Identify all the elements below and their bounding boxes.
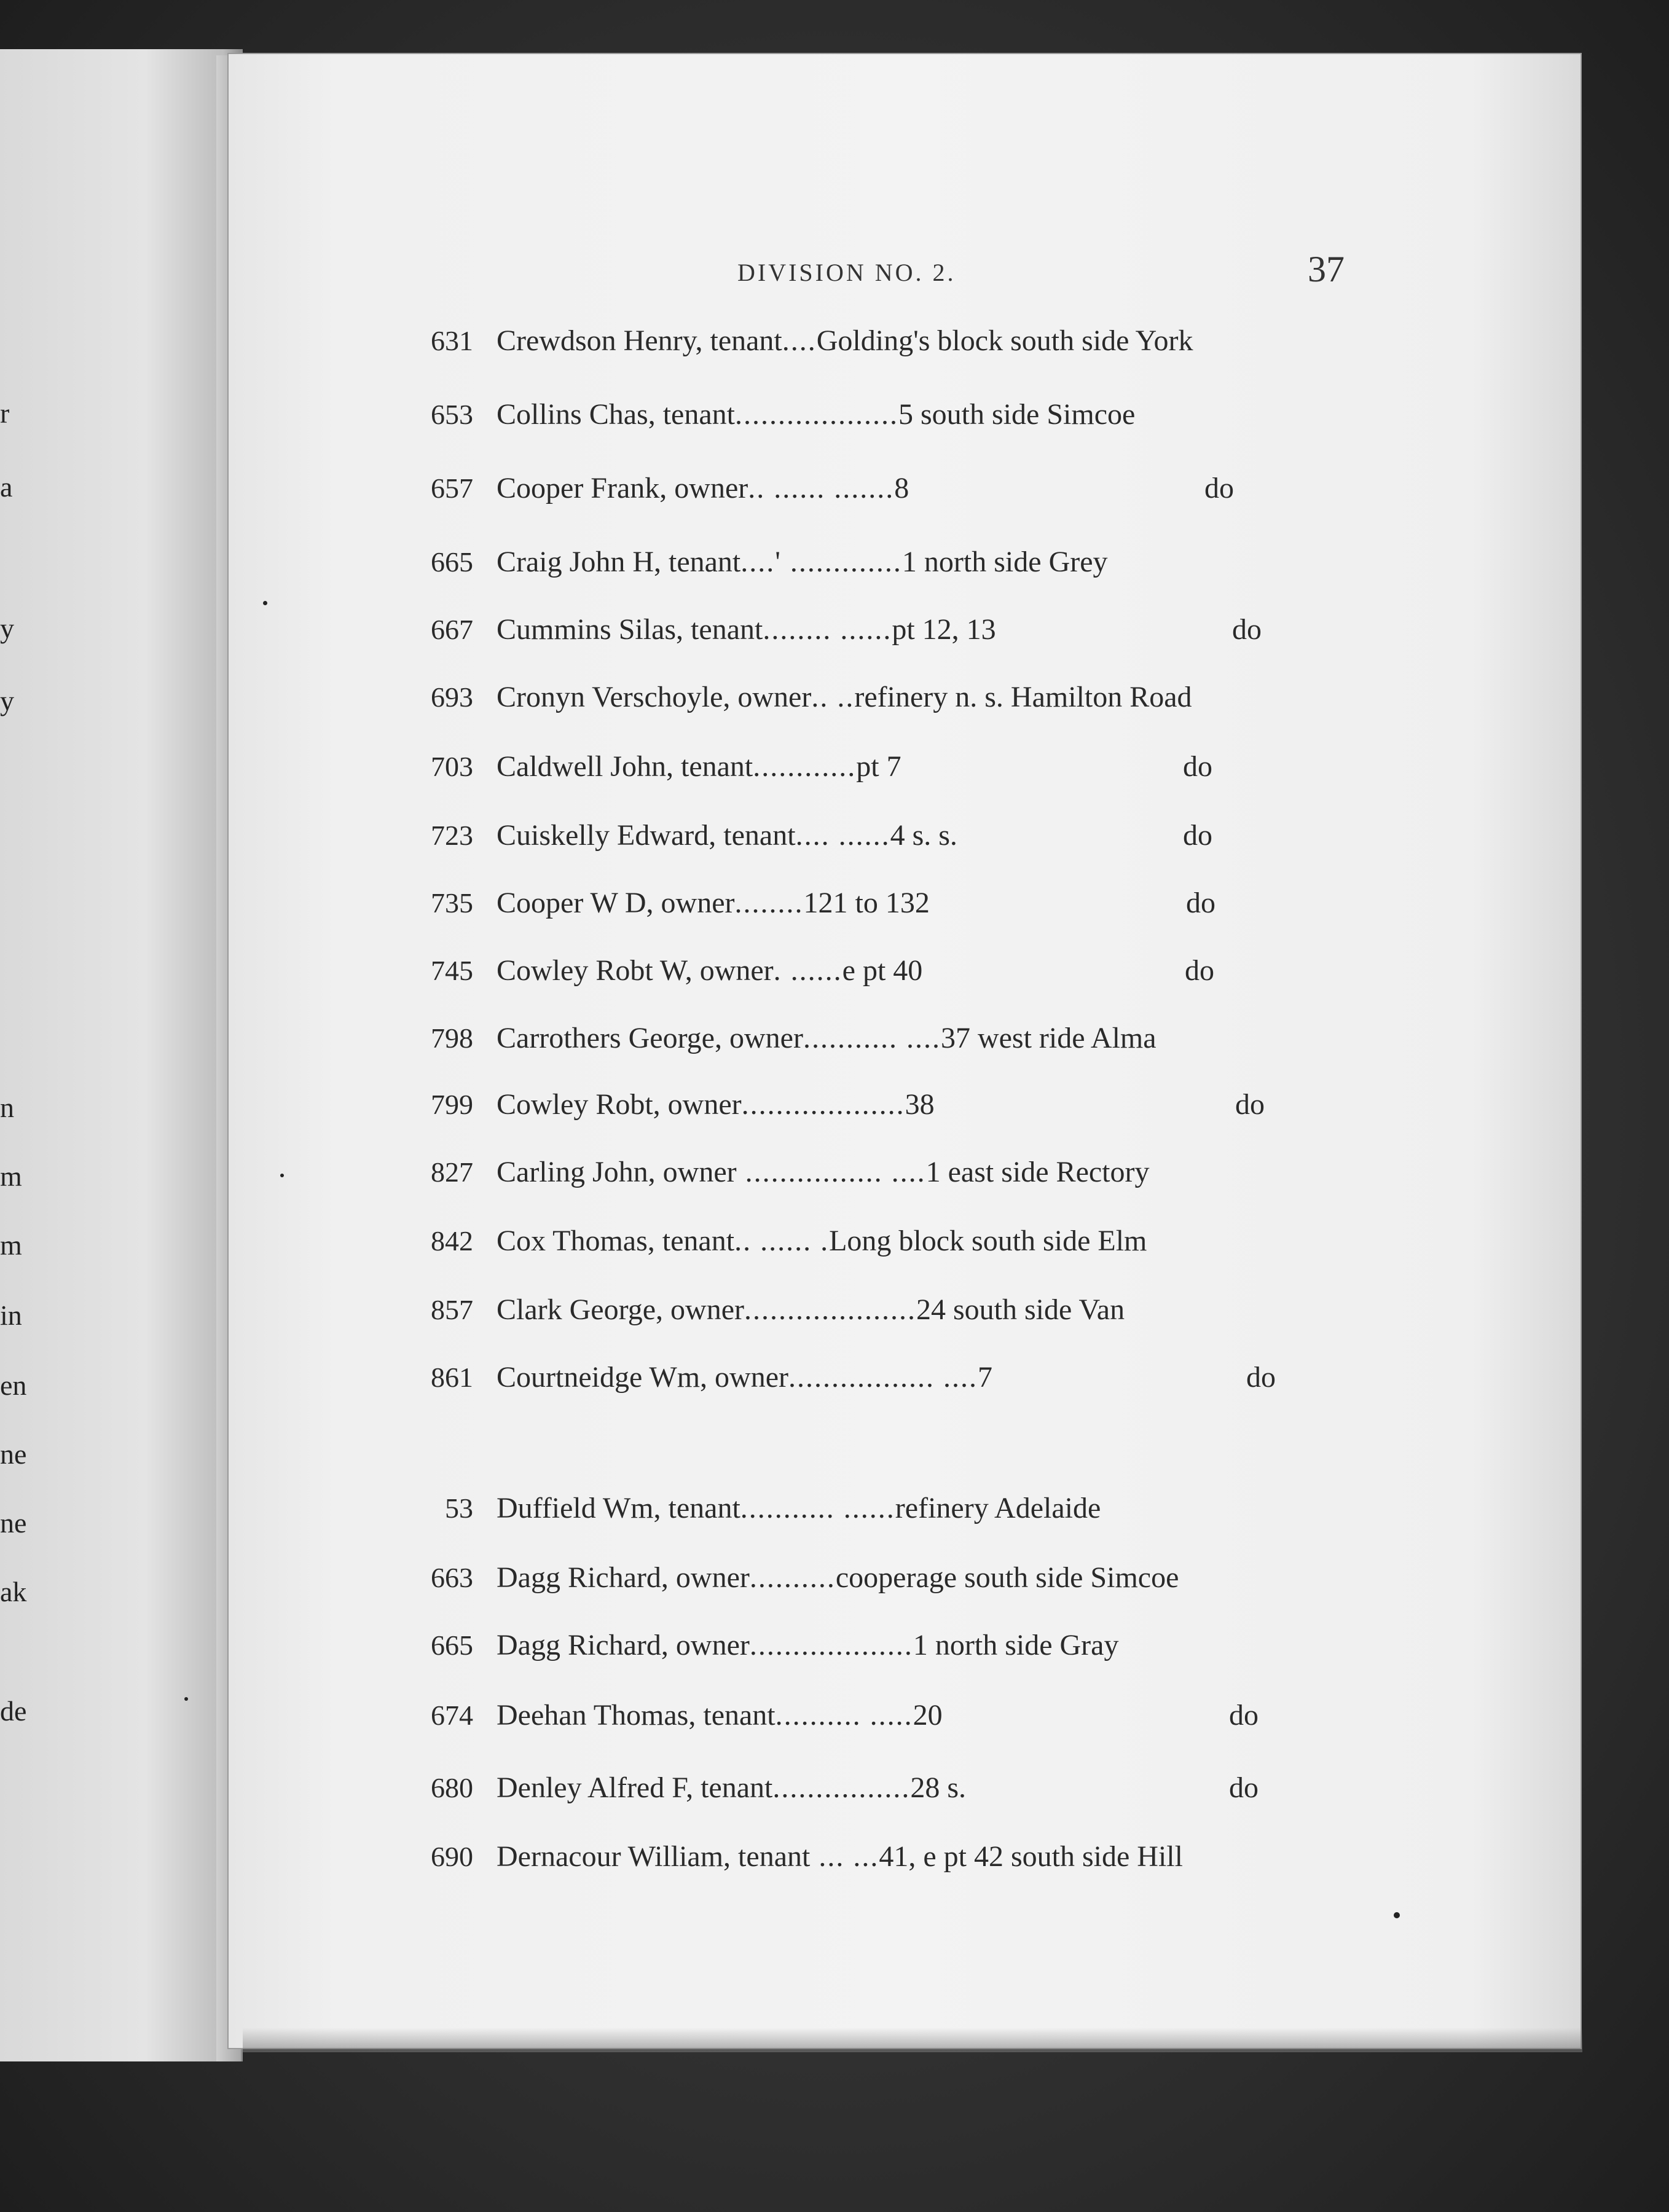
entry-number: 745 — [431, 955, 473, 986]
entry-row — [0, 1359, 1669, 1396]
margin-fragment: en — [0, 1370, 27, 1401]
entry-name: Cowley Robt W, owner — [497, 954, 774, 987]
entry-leader: ........ — [734, 887, 804, 919]
entry-name: Dernacour William, tenant — [497, 1840, 811, 1873]
entry-row — [0, 396, 1669, 433]
entry-leader: ........... .... — [803, 1022, 941, 1054]
entry-text — [497, 1627, 1118, 1664]
entry-name: Denley Alfred F, tenant — [497, 1771, 773, 1804]
margin-fragment: r — [0, 398, 10, 429]
entry-name: Dagg Richard, owner — [497, 1561, 750, 1594]
margin-fragment: a — [0, 471, 13, 503]
entry-number: 842 — [431, 1225, 473, 1257]
entry-location: pt 12, 13 — [892, 613, 996, 646]
entry-leader: .... ...... — [795, 819, 890, 852]
entry-location: e pt 40 — [842, 954, 923, 987]
entry-leader: . ...... — [773, 954, 842, 987]
ditto-mark: do — [1246, 1361, 1276, 1394]
entry-leader: ....' ............. — [740, 546, 902, 578]
entry-location: 28 s. — [910, 1771, 967, 1804]
entry-location: 121 to 132 — [803, 887, 930, 919]
dust-speck — [184, 1697, 188, 1701]
entry-name: Deehan Thomas, tenant — [497, 1699, 776, 1732]
entry-row — [0, 1020, 1669, 1057]
entry-text — [497, 470, 909, 507]
entry-name: Collins Chas, tenant — [497, 398, 735, 431]
entry-text — [497, 1359, 992, 1396]
entry-leader: ................... — [749, 1629, 913, 1661]
ditto-mark: do — [1204, 472, 1234, 504]
entry-name: Cowley Robt, owner — [497, 1088, 742, 1121]
entry-name: Duffield Wm, tenant — [497, 1492, 740, 1524]
entry-text — [497, 679, 1192, 716]
entry-leader: .......... — [749, 1561, 836, 1594]
entry-number: 799 — [431, 1089, 473, 1120]
ditto-mark: do — [1183, 819, 1212, 852]
entry-text — [497, 952, 922, 989]
entry-row — [0, 1838, 1669, 1875]
entry-text — [497, 1559, 1179, 1596]
entry-number: 690 — [431, 1841, 473, 1872]
entry-location: 1 east side Rectory — [925, 1156, 1150, 1188]
entry-number: 857 — [431, 1294, 473, 1325]
ditto-mark: do — [1229, 1771, 1259, 1804]
entry-leader: .......... ..... — [775, 1699, 913, 1732]
margin-fragment: in — [0, 1300, 22, 1331]
entry-number: 680 — [431, 1772, 473, 1803]
entry-leader: ................... — [741, 1088, 905, 1121]
entry-number: 653 — [431, 399, 473, 430]
entry-number: 674 — [431, 1700, 473, 1731]
entry-location: 7 — [978, 1361, 993, 1394]
entry-leader: ........... ...... — [740, 1492, 895, 1524]
margin-fragment: de — [0, 1695, 27, 1727]
entry-row — [0, 1223, 1669, 1260]
entry-location: 24 south side Van — [916, 1293, 1125, 1326]
entry-name: Caldwell John, tenant — [497, 750, 753, 783]
entry-row — [0, 817, 1669, 854]
margin-fragment: ne — [0, 1507, 27, 1539]
entry-number: 663 — [431, 1562, 473, 1593]
entry-number: 665 — [431, 1630, 473, 1661]
entry-text — [497, 817, 957, 854]
entry-location: Long block south side Elm — [829, 1225, 1147, 1257]
entry-row — [0, 1154, 1669, 1191]
ditto-mark: do — [1232, 613, 1262, 646]
ditto-mark: do — [1185, 954, 1214, 987]
entry-location: refinery Adelaide — [895, 1492, 1101, 1524]
entry-row — [0, 1559, 1669, 1596]
margin-fragment: y — [0, 685, 14, 716]
ditto-mark: do — [1186, 887, 1215, 919]
entry-row — [0, 885, 1669, 922]
entry-location: 20 — [913, 1699, 943, 1732]
entry-row — [0, 679, 1669, 716]
entry-row — [0, 748, 1669, 785]
entry-name: Carrothers George, owner — [497, 1022, 803, 1054]
entry-name: Cox Thomas, tenant — [497, 1225, 735, 1257]
entry-location: 38 — [905, 1088, 935, 1121]
entry-location: 1 north side Grey — [901, 546, 1108, 578]
entry-row — [0, 611, 1669, 648]
entry-number: 667 — [431, 614, 473, 645]
entry-text — [497, 1770, 966, 1806]
entry-row — [0, 470, 1669, 507]
margin-fragment: m — [0, 1230, 22, 1261]
entry-number: 827 — [431, 1156, 473, 1188]
entry-text — [497, 1020, 1157, 1057]
entry-leader: ........ ...... — [763, 613, 892, 646]
entry-number: 861 — [431, 1362, 473, 1393]
ditto-mark: do — [1235, 1088, 1265, 1121]
entry-number: 798 — [431, 1022, 473, 1054]
entry-number: 53 — [445, 1492, 473, 1524]
page-number: 37 — [1308, 249, 1345, 289]
entry-text — [497, 1490, 1101, 1527]
page-shadow — [243, 2028, 1582, 2052]
margin-fragment: ak — [0, 1576, 27, 1607]
dust-speck — [1394, 1912, 1400, 1918]
entry-number: 703 — [431, 751, 473, 782]
entry-text — [497, 885, 930, 922]
entry-name: Cuiskelly Edward, tenant — [497, 819, 796, 852]
entry-leader: .................... — [744, 1293, 916, 1326]
entry-location: Golding's block south side York — [816, 324, 1193, 357]
margin-fragment: y — [0, 613, 14, 644]
running-header: DIVISION NO. 2. — [737, 259, 956, 286]
entry-name: Dagg Richard, owner — [497, 1629, 750, 1661]
ditto-mark: do — [1183, 750, 1212, 783]
entry-leader: ................ — [772, 1771, 911, 1804]
entry-leader: .. ...... ....... — [748, 472, 895, 504]
entry-name: Cronyn Verschoyle, owner — [497, 681, 812, 713]
entry-text — [497, 748, 901, 785]
entry-name: Cummins Silas, tenant — [497, 613, 763, 646]
entry-text — [497, 1697, 943, 1734]
entry-number: 723 — [431, 820, 473, 851]
entry-name: Cooper W D, owner — [497, 887, 735, 919]
margin-fragment: m — [0, 1161, 22, 1192]
entry-location: 37 west ride Alma — [940, 1022, 1157, 1054]
entry-leader: ................... — [734, 398, 898, 431]
entry-text — [497, 1154, 1150, 1191]
entry-text — [497, 1086, 935, 1123]
entry-text — [497, 323, 1193, 359]
entry-location: 41, e pt 42 south side Hill — [879, 1840, 1183, 1873]
dust-speck — [280, 1174, 284, 1177]
entry-name: Cooper Frank, owner — [497, 472, 748, 504]
entry-number: 657 — [431, 473, 473, 504]
entry-row — [0, 1697, 1669, 1734]
entry-row — [0, 952, 1669, 989]
entry-name: Crewdson Henry, tenant — [497, 324, 782, 357]
entry-location: 5 south side Simcoe — [898, 398, 1136, 431]
entry-location: cooperage south side Simcoe — [835, 1561, 1179, 1594]
margin-fragment: ne — [0, 1438, 27, 1470]
entry-row — [0, 1086, 1669, 1123]
entry-location: 8 — [894, 472, 909, 504]
entry-location: refinery n. s. Hamilton Road — [854, 681, 1192, 713]
entry-leader: ............ — [753, 750, 857, 783]
entry-leader: .. .. — [811, 681, 855, 713]
entry-text — [497, 1223, 1147, 1260]
entry-name: Carling John, owner — [497, 1156, 737, 1188]
entry-row — [0, 1770, 1669, 1806]
entry-text — [497, 611, 996, 648]
entry-number: 631 — [431, 325, 473, 356]
entry-leader: ................. .... — [788, 1361, 978, 1394]
entry-text — [497, 544, 1108, 581]
margin-fragment: n — [0, 1092, 14, 1123]
entry-row — [0, 1292, 1669, 1331]
entry-location: 1 north side Gray — [913, 1629, 1119, 1661]
entry-row — [0, 323, 1669, 359]
entry-text — [497, 396, 1135, 433]
entry-name: Courtneidge Wm, owner — [497, 1361, 789, 1394]
entry-row — [0, 1490, 1669, 1527]
entry-row — [0, 1627, 1669, 1664]
ditto-mark: do — [1229, 1699, 1259, 1732]
entry-location: 4 s. s. — [890, 819, 957, 852]
entry-leader: ................ .... — [736, 1156, 926, 1188]
entry-location: pt 7 — [856, 750, 901, 783]
entry-leader: ... ... — [810, 1840, 879, 1873]
entry-name: Craig John H, tenant — [497, 546, 741, 578]
entry-name: Clark George, owner — [497, 1293, 744, 1326]
entry-number: 665 — [431, 546, 473, 578]
entry-text — [497, 1838, 1183, 1875]
entry-row — [0, 544, 1669, 581]
dust-speck — [263, 601, 267, 605]
entry-number: 693 — [431, 681, 473, 713]
entry-leader: .. ...... . — [734, 1225, 830, 1257]
entry-text — [497, 1292, 1125, 1328]
entry-number: 735 — [431, 887, 473, 919]
entry-leader: .... — [782, 324, 817, 357]
